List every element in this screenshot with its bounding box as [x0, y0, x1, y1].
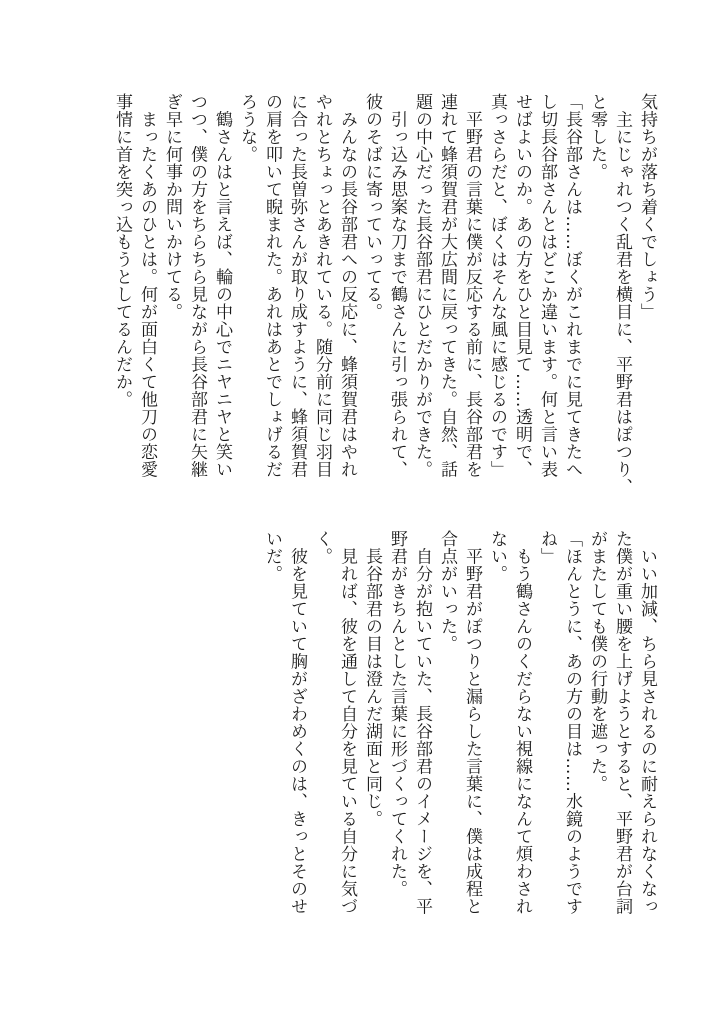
text-line: 野君がきちんとした言葉に形づくってくれた。 [387, 530, 407, 898]
text-line: し切長谷部さんとはどこか違います。何と言い表 [537, 93, 557, 478]
text-line: に合った長曽弥さんが取り成すように、蜂須賀君 [287, 93, 307, 478]
text-line: 連れて蜂須賀君が大広間に戻ってきた。自然、話 [437, 93, 457, 478]
text-line: みんなの長谷部君への反応に、蜂須賀君はやれ [337, 93, 357, 478]
text-line: ろうな。 [237, 93, 257, 163]
upper-text-block [109, 93, 659, 496]
lower-text-block [259, 530, 659, 930]
text-line: いい加減、ちら見されるのに耐えられなくなっ [637, 530, 657, 915]
text-line: 長谷部君の目は澄んだ湖面と同じ。 [362, 530, 382, 828]
text-line: ない。 [487, 530, 507, 583]
text-line: 「ほんとうに、あの方の目は……水鏡のようです [562, 530, 582, 915]
text-line: 彼のそばに寄っていってる。 [362, 93, 382, 321]
text-line: 見れば、彼を通して自分を見ている自分に気づ [337, 530, 357, 915]
text-line: ぎ早に何事か問いかけてる。 [162, 93, 182, 321]
text-line: 鶴さんはと言えば、輪の中心でニヤニヤと笑い [212, 93, 232, 478]
text-line: ね」 [537, 530, 557, 565]
text-line: 平野君の言葉に僕が反応する前に、長谷部君を [462, 93, 482, 478]
text-line: の肩を叩いて睨まれた。あれはあとでしょげるだ [262, 93, 282, 478]
text-line: がまたしても僕の行動を遮った。 [587, 530, 607, 793]
text-line: 自分が抱いていた、長谷部君のイメージを、平 [412, 530, 432, 915]
text-line: く。 [312, 530, 332, 565]
text-line: た僕が重い腰を上げようとすると、平野君が台詞 [612, 530, 632, 915]
text-line: 「長谷部さんは……ぼくがこれまでに見てきたへ [562, 93, 582, 478]
text-line: 主にじゃれつく乱君を横目に、平野君はぽつり、 [612, 93, 632, 496]
text-line: やれとちょっとあきれている。随分前に同じ羽目 [312, 93, 332, 478]
text-line: もう鶴さんのくだらない視線になんて煩わされ [512, 530, 532, 915]
text-line: 平野君がぽつりと漏らした言葉に、僕は成程と [462, 530, 482, 915]
text-line: せばよいのか。あの方をひと目見て……透明で、 [512, 93, 532, 478]
text-line: 事情に首を突っ込もうとしてるんだか。 [112, 93, 132, 408]
text-line: つつ、僕の方をちらちら見ながら長谷部君に矢継 [187, 93, 207, 478]
text-line: まったくあのひとは。何が面白くて他刀の恋愛 [137, 93, 157, 478]
text-line: 題の中心だった長谷部君にひとだかりができた。 [412, 93, 432, 478]
text-line: 気持ちが落ち着くでしょう」 [637, 93, 657, 321]
text-line: 彼を見ていて胸がざわめくのは、きっとそのせ [287, 530, 307, 915]
text-line: 合点がいった。 [437, 530, 457, 653]
text-line: 真っさらだと、ぼくはそんな風に感じるのです」 [487, 93, 507, 478]
text-line: 引っ込み思案な刀まで鶴さんに引っ張られて、 [387, 93, 407, 478]
text-line: と零した。 [587, 93, 607, 181]
text-line: いだ。 [262, 530, 282, 583]
